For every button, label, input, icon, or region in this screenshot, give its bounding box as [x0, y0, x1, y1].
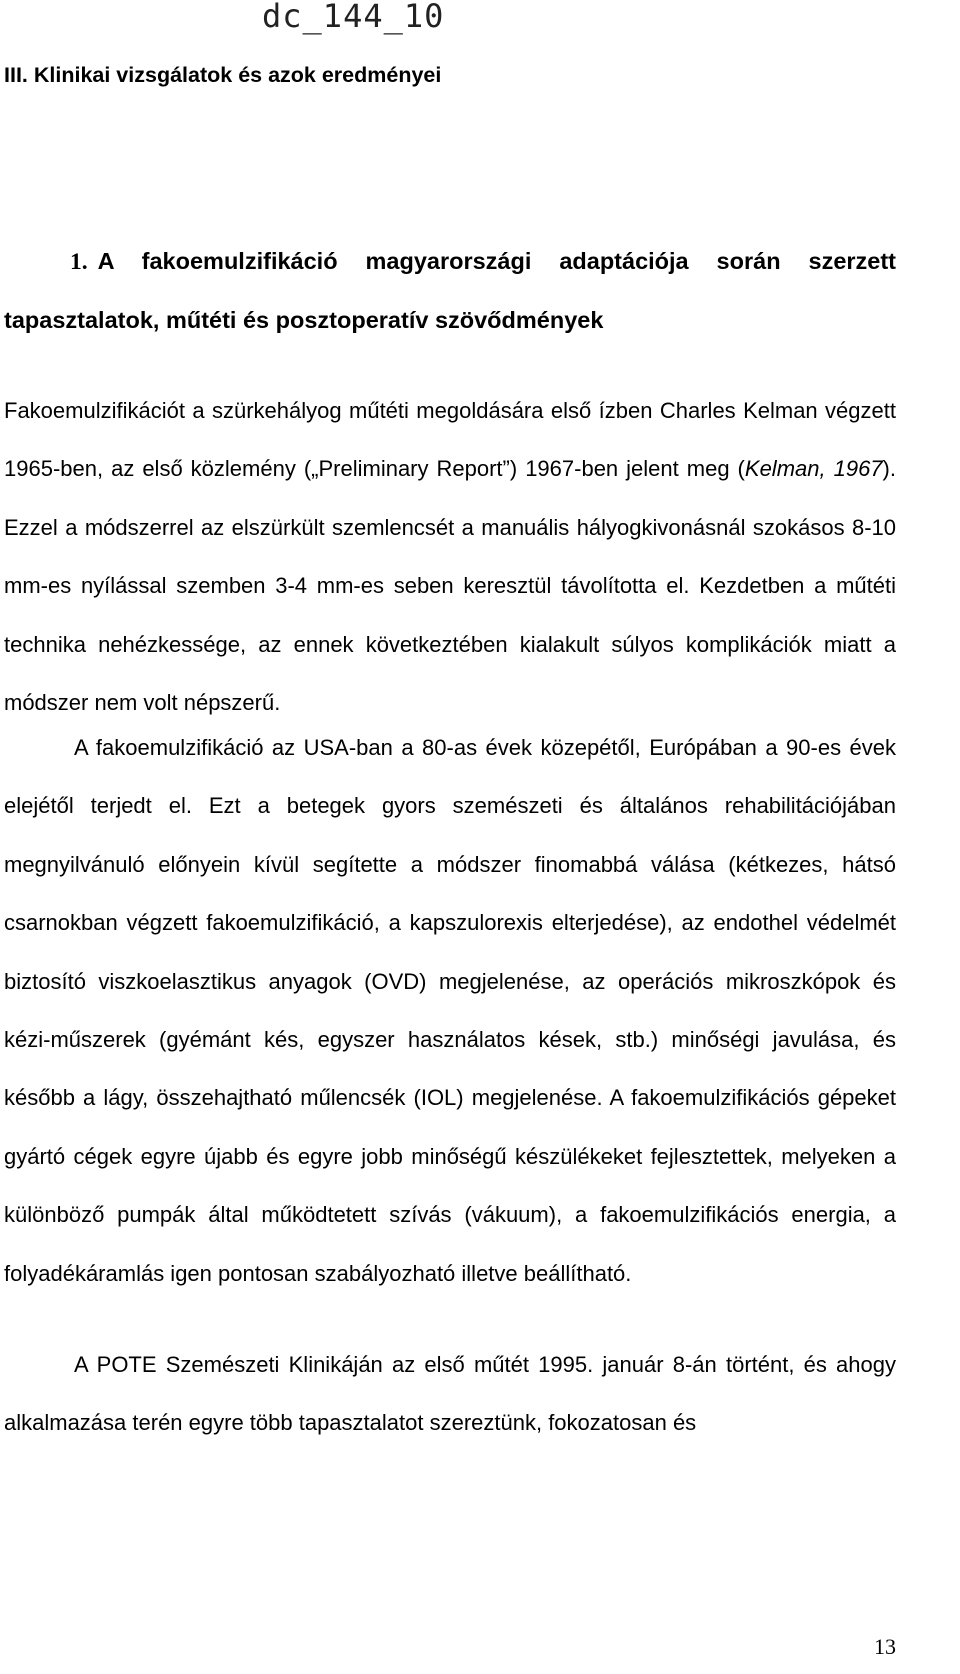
paragraph-2: A fakoemulzifikáció az USA-ban a 80-as évek közepétől, Európában a 90-es évek elejétől terjedt el. Ezt a betegek gyors szemészeti és általános rehabilitációjában megnyilvánuló előnyein kívül segítette a módszer finomabbá válása (kétkezes, hátsó csarnokban végzett fakoemulzifikáció, a kapszulorexis elterjedése), az endothel védelmét biztosító viszkoelasztikus anyagok (OVD) megjelenése, az operációs mikroszkópok és kézi-műszerek (gyémánt kés, egyszer használatos kések, stb.) minőségi javulása, és később a lágy, összehajtható műlencsék (IOL) megjelenése. A fakoemulzifikációs gépeket gyártó cégek egyre újabb és egyre jobb minőségű készülékeket fejlesztettek, melyeken a különböző pumpák által működtetett szívás (vákuum), a fakoemulzifikációs energia, a folyadékáramlás igen pontosan szabályozható illetve beállítható.: [4, 735, 896, 1286]
page-number: 13: [874, 1634, 896, 1659]
paragraph-3: A POTE Szemészeti Klinikáján az első műtét 1995. január 8-án történt, és ahogy alkalmazása terén egyre több tapasztalatot szereztünk, fokozatosan és: [4, 1352, 896, 1436]
section-number: 1.: [70, 249, 88, 275]
section-title-text: A fakoemulzifikáció magyarországi adaptációja során szerzett tapasztalatok, műtéti és posztoperatív szövődmények: [4, 248, 896, 333]
section-heading: [4, 232, 896, 349]
citation-kelman-1967: Kelman, 1967: [744, 456, 883, 482]
document-watermark: dc_144_10: [262, 0, 445, 35]
chapter-heading: III. Klinikai vizsgálatok és azok eredményei: [4, 63, 442, 87]
paragraph-1-text-end: ). Ezzel a módszerrel az elszürkült szemlencsét a manuális hályogkivonásnál szokásos 8-10 mm-es nyílással szemben 3-4 mm-es seben keresztül távolította el. Kezdetben a műtéti technika nehézkessége, az ennek következtében kialakult súlyos komplikációk miatt a módszer nem volt népszerű.: [4, 456, 896, 716]
paragraph-1-text-start: Fakoemulzifikációt a szürkehályog műtéti megoldására első ízben Charles Kelman végzett 1965-ben, az első közlemény („Preliminary Report”) 1967-ben jelent meg (: [4, 398, 896, 482]
paragraph-1: [4, 382, 896, 732]
